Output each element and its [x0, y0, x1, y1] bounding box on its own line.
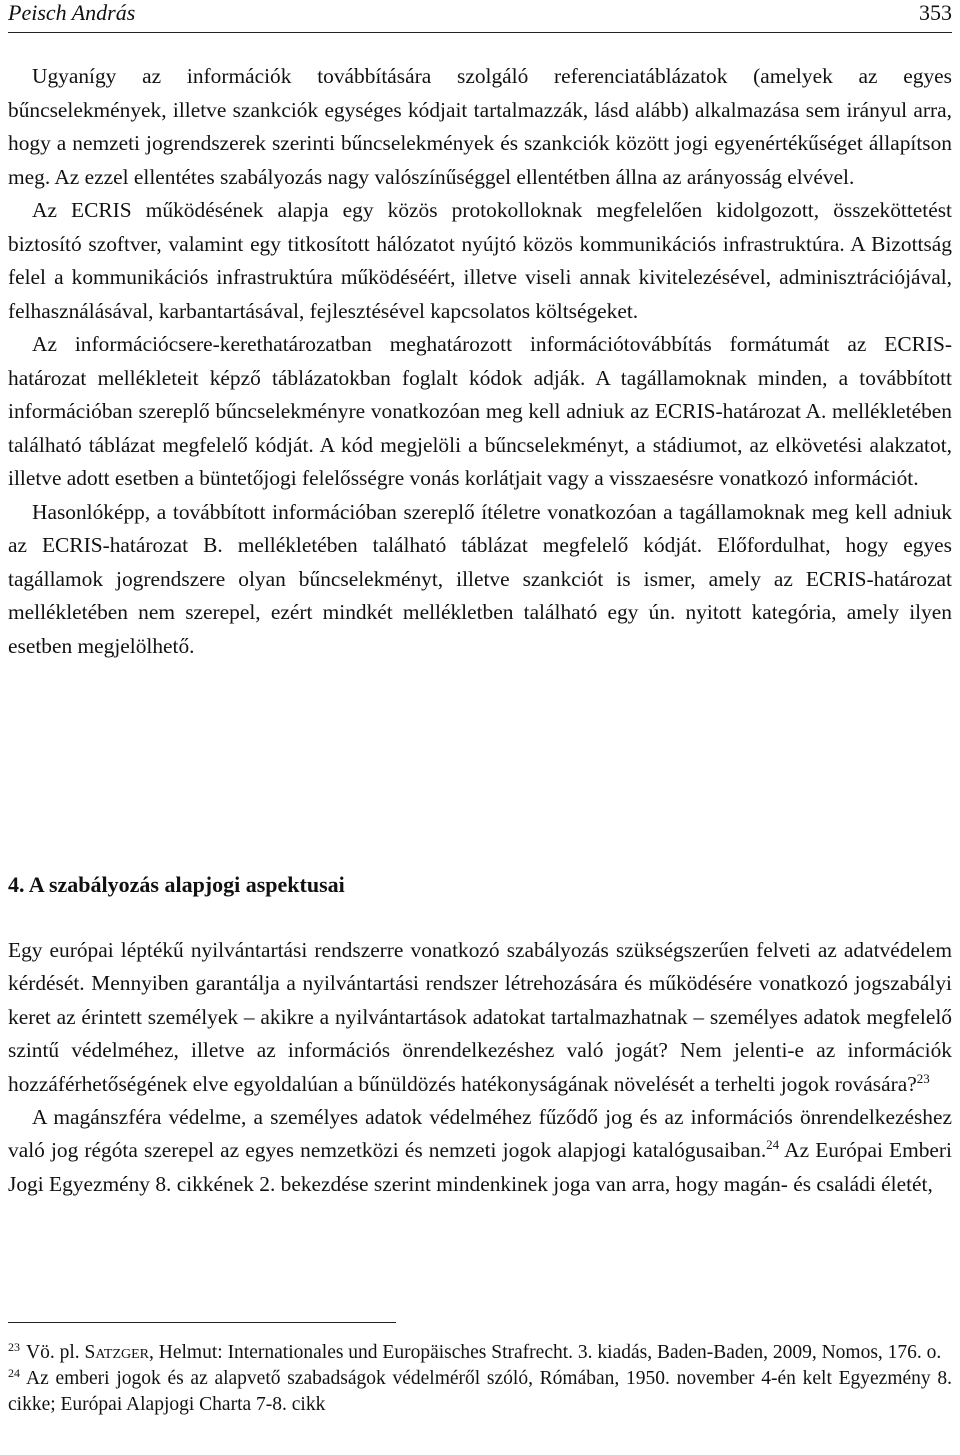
footnote-number: 24: [8, 1365, 20, 1380]
footnote-23: [8, 1340, 952, 1366]
footnote-separator: [8, 1322, 396, 1323]
footnote-text: , Helmut: Internationales und Europäisches Strafrecht. 3. kiadás, Baden-Baden, 2009, Nomos, 176. o.: [149, 1342, 942, 1363]
paragraph-itelet-kodok: Hasonlóképp, a továbbított információban szereplő ítéletre vonatkozóan a tagállamoknak meg kell adniuk az ECRIS-határozat B. mellékletében található táblázat megfelelő kódját. Előfordulhat, hogy egyes tagállamok jogrendszere olyan bűncselekményt, illetve szankciót is ismer, amely az ECRIS-határozat mellékletében nem szerepel, ezért mindkét mellékletben található egy ún. nyitott kategória, amely ilyen esetben megjelölhető.: [8, 499, 952, 658]
footnote-text: Az emberi jogok és az alapvető szabadságok védelméről szóló, Rómában, 1950. november 4-én kelt Egyezmény 8. cikke; Európai Alapjogi Charta 7-8. cikk: [8, 1368, 952, 1415]
paragraph-ecris-mukodes: Az ECRIS működésének alapja egy közös protokolloknak megfelelően kidolgozott, összeköttetést biztosító szoftver, valamint egy titkosított hálózatot nyújtó közös kommunikációs infrastruktúra. A Bizottság felel a kommunikációs infrastruktúra működéséért, illetve viseli annak kivitelezésével, adminisztrációjával, felhasználásával, karbantartásával, fejlesztésével kapcsolatos költségeket.: [8, 198, 952, 323]
running-header-author: Peisch András: [8, 0, 136, 25]
paragraph-adatvedelem: [8, 934, 952, 1101]
footnote-text: Vö. pl. S: [26, 1342, 96, 1363]
body-text: [8, 60, 952, 663]
header-rule: [8, 32, 952, 33]
paragraph-maganszfera-text-a: A magánszféra védelme, a személyes adatok védelméhez fűződő jog és az információs önrendelkezéshez való jog régóta szerepel az egyes nemzetközi és nemzeti jogok alapjogi katalógusaiban.: [8, 1105, 952, 1163]
section-heading: 4. A szabályozás alapjogi aspektusai: [8, 872, 345, 897]
paragraph-referenciatablazatok: Ugyanígy az információk továbbítására szolgáló referenciatáblázatok (amelyek az egyes bűncselekmények, illetve szankciók egységes kódjait tartalmazzák, lásd alább) alkalmazása sem irányul arra, hogy a nemzeti jogrendszerek szerinti bűncselekmények és szankciók között jogi egyenértékűséget állapítson meg. Az ezzel ellentétes szabályozás nagy valószínűséggel ellentétben állna az arányosság elvével.: [8, 64, 952, 189]
page-number: 353: [919, 0, 952, 25]
footnote-author-smallcaps: atzger: [95, 1342, 150, 1363]
footnote-reference-24[interactable]: 24: [766, 1137, 780, 1153]
footnote-24: [8, 1366, 952, 1418]
paragraph-informaciocsere-kodok: Az információcsere-kerethatározatban meghatározott információtovábbítás formátumát az ECRIS-határozat mellékleteit képző táblázatokban foglalt kódok adják. A tagállamoknak minden, a továbbított információban szereplő bűncselekményre vonatkozóan meg kell adniuk az ECRIS-határozat A. mellékletében található táblázat megfelelő kódját. A kód megjelöli a bűncselekményt, a stádiumot, az elkövetési alakzatot, illetve adott esetben a büntetőjogi felelősségre vonás korlátjait vagy a visszaesésre vonatkozó információt.: [8, 332, 952, 490]
running-header: [8, 0, 952, 28]
paragraph-adatvedelem-text: Egy európai léptékű nyilvántartási rendszerre vonatkozó szabályozás szükségszerűen felveti az adatvédelem kérdését. Mennyiben garantálja a nyilvántartási rendszer létrehozására és működésére vonatkozó jogszabályi keret az érintett személyek – akikre a nyilvántartások adatokat tartalmazhatnak – személyes adatok megfelelő szintű védelméhez, illetve az információs önrendelkezéshez való jogát? Nem jelenti-e az információk hozzáférhetőségének elve egyoldalúan a bűnüldözés hatékonyságának növelését a terhelti jogok rovására?: [8, 938, 952, 1096]
footnote-reference-23[interactable]: 23: [916, 1070, 930, 1086]
footnote-number: 23: [8, 1339, 20, 1354]
paragraph-maganszfera-text-b: Az Európai Emberi Jogi Egyezmény 8. cikkének 2. bekezdése szerint mindenkinek joga van arra, hogy magán- és családi életét,: [8, 1138, 952, 1196]
paragraph-maganszfera: [8, 1101, 952, 1201]
footnotes: [8, 1340, 952, 1418]
section-body: [8, 934, 952, 1201]
